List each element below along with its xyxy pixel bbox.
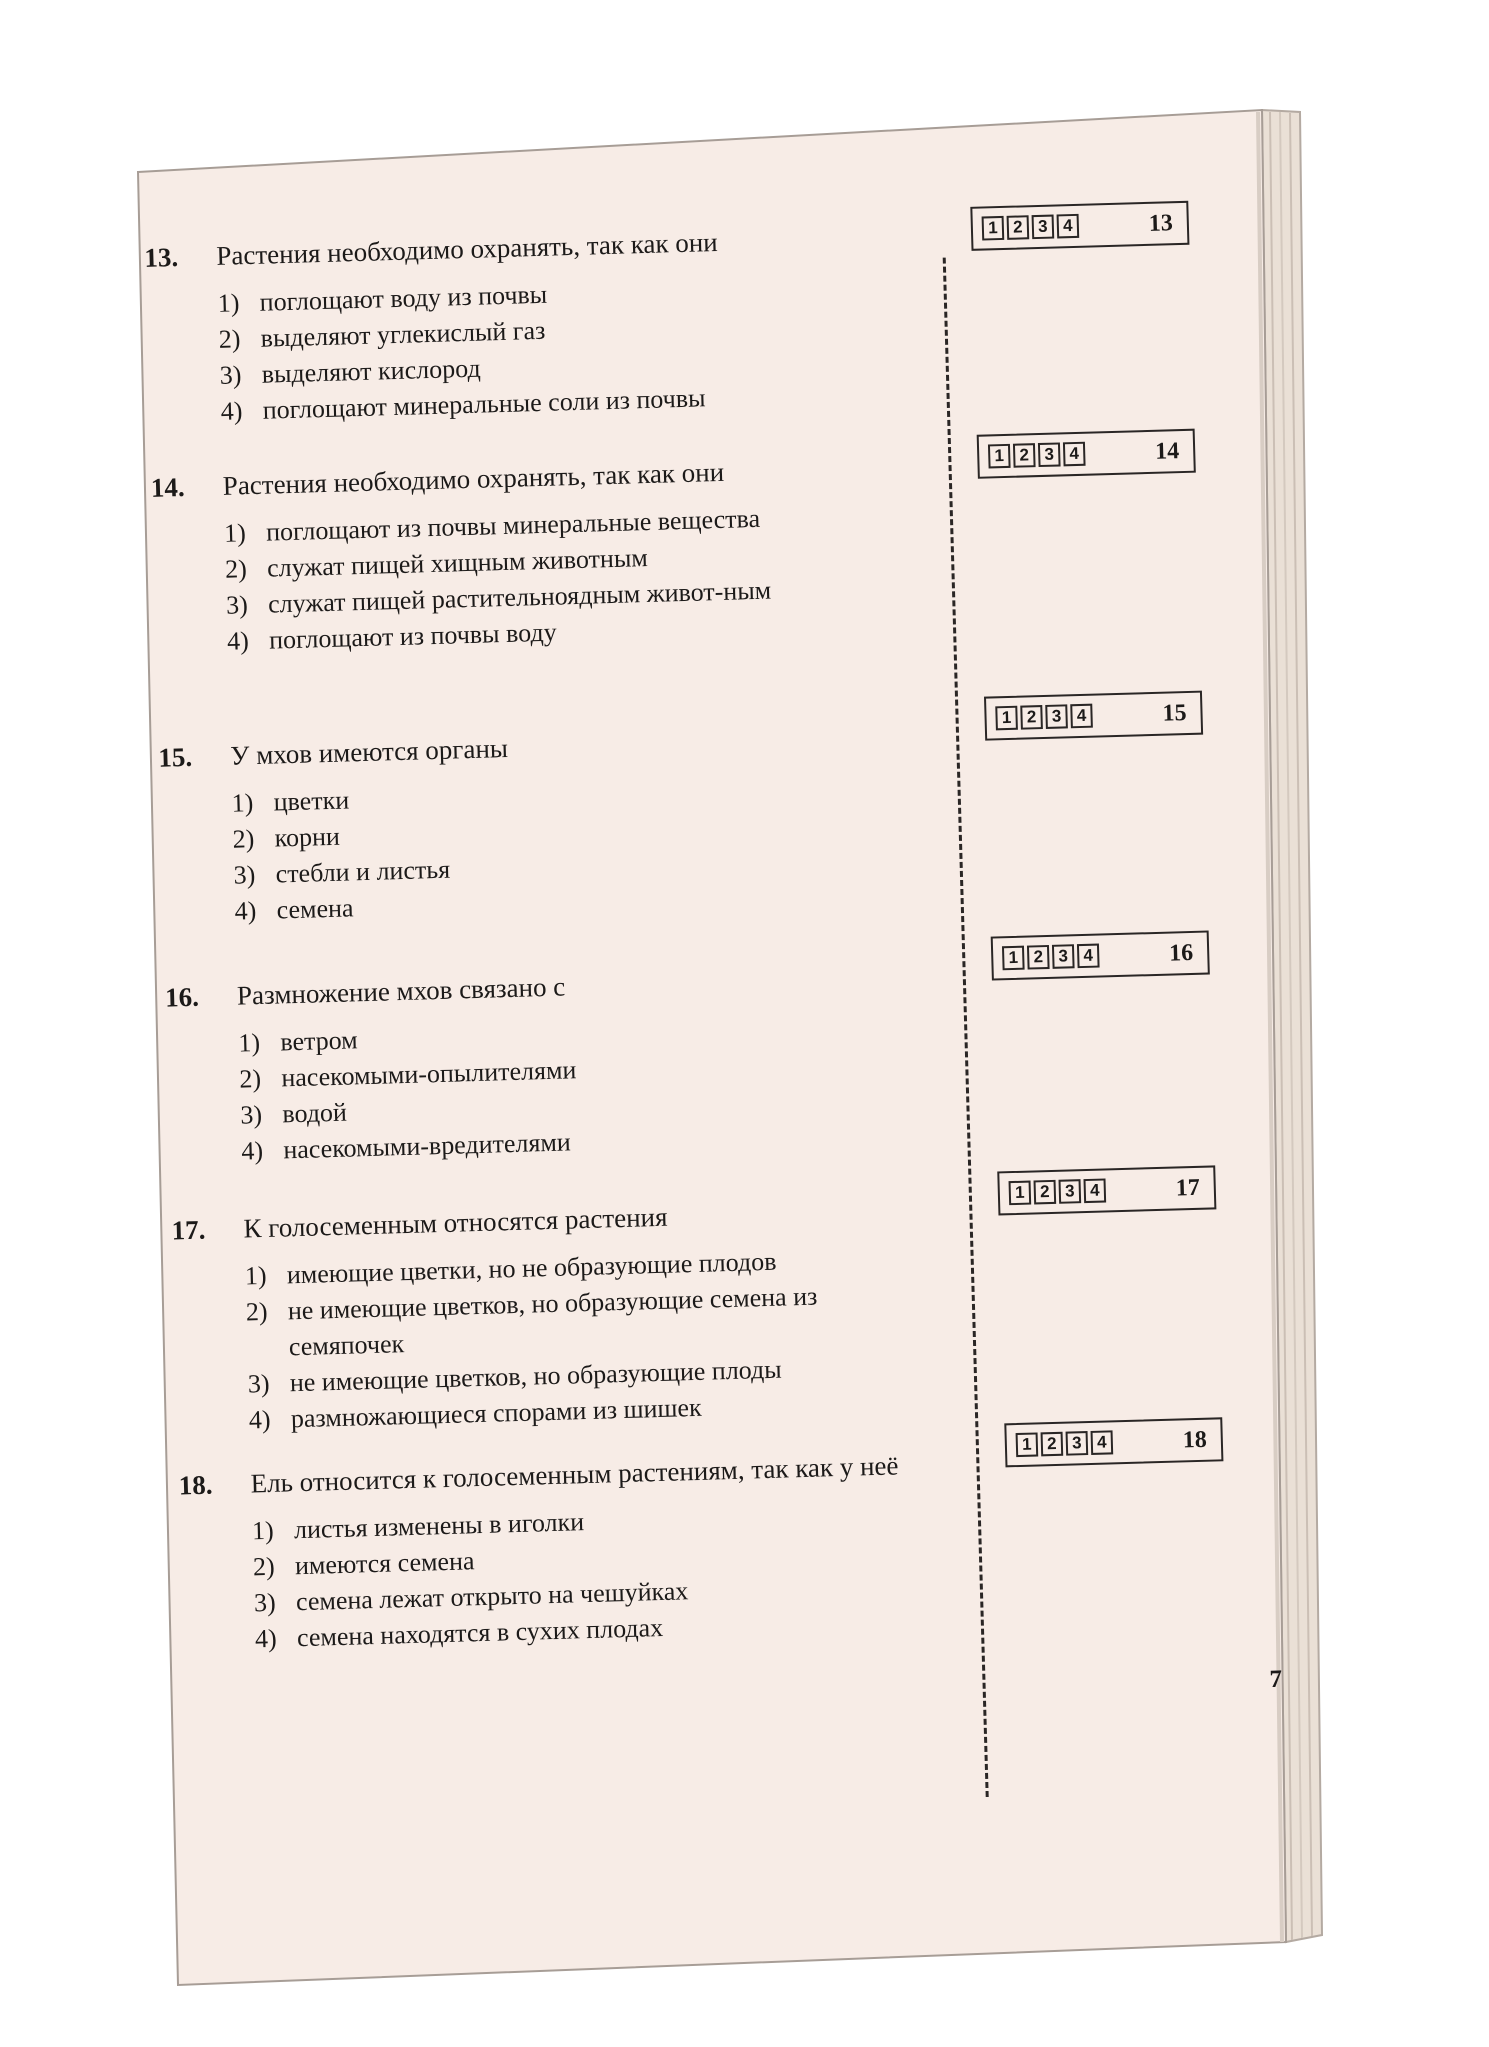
answer-box-number: 17	[1175, 1174, 1201, 1201]
option-number: 1)	[223, 518, 247, 548]
option-text: семена лежат открыто на чешуйках	[295, 1576, 689, 1617]
option-number: 4)	[220, 396, 243, 426]
answer-cells	[1009, 1178, 1110, 1205]
option-number: 4)	[226, 626, 250, 656]
option-number: 4)	[240, 1135, 264, 1166]
answer-cell[interactable]: 3	[1032, 215, 1055, 240]
answer-cell[interactable]: 4	[1070, 704, 1093, 729]
answer-cell[interactable]: 1	[982, 216, 1005, 241]
question-number: 14.	[150, 471, 185, 503]
option-number: 1)	[251, 1515, 275, 1546]
option-number: 2)	[238, 1064, 262, 1094]
answer-box-16[interactable]	[991, 930, 1210, 980]
option-text: водой	[281, 1097, 348, 1129]
option-text: служат пищей хищным животным	[266, 543, 649, 583]
answer-box-number: 14	[1154, 437, 1180, 465]
answer-cell[interactable]: 4	[1063, 442, 1086, 467]
option-text: служат пищей растительноядным живот-ным	[267, 575, 772, 619]
option-number: 2)	[252, 1551, 276, 1582]
option-text: выделяют углекислый газ	[260, 315, 546, 353]
answer-box-13[interactable]	[970, 201, 1189, 251]
answer-cell[interactable]: 1	[1016, 1432, 1039, 1457]
option-text: ветром	[279, 1025, 359, 1057]
options-list	[244, 1239, 937, 1438]
option-text: семена	[276, 893, 354, 925]
option-text: поглощают из почвы минеральные вещества	[265, 503, 761, 547]
answer-cells	[1016, 1430, 1117, 1457]
answer-cells	[1002, 943, 1103, 970]
question-text: Растения необходимо охранять, так как они	[222, 456, 725, 501]
question-header	[178, 1446, 939, 1503]
answer-box-17[interactable]	[997, 1165, 1216, 1215]
option-number: 2)	[245, 1296, 268, 1327]
answer-cells	[982, 214, 1083, 241]
question-16	[165, 958, 930, 1171]
question-13	[144, 219, 909, 432]
page-number: 7	[1269, 1665, 1283, 1694]
answer-cell[interactable]: 2	[1020, 705, 1043, 730]
option-number: 3)	[225, 590, 249, 620]
answer-cell[interactable]: 1	[988, 444, 1011, 469]
option-text: цветки	[273, 785, 350, 817]
option-number: 1)	[217, 288, 240, 318]
option-text: имеющие цветки, но не образующие плодов	[286, 1246, 777, 1290]
option-number: 1)	[244, 1260, 267, 1291]
answer-cell[interactable]: 4	[1083, 1178, 1106, 1203]
answer-box-18[interactable]	[1004, 1417, 1223, 1467]
answer-cells	[995, 704, 1096, 731]
answer-cell[interactable]: 4	[1077, 944, 1100, 969]
answer-box-number: 16	[1168, 939, 1194, 967]
answer-cell[interactable]: 1	[1002, 946, 1025, 971]
options-list	[217, 267, 909, 430]
option-number: 3)	[219, 360, 242, 390]
option-text: выделяют кислород	[261, 353, 481, 389]
options-list	[252, 1494, 944, 1657]
option-number: 4)	[234, 896, 257, 926]
question-number: 13.	[143, 242, 179, 273]
answer-cells	[988, 442, 1089, 469]
option-text: поглощают воду из почвы	[259, 279, 548, 317]
option-number: 1)	[237, 1028, 261, 1058]
question-17	[171, 1191, 937, 1440]
question-header	[165, 958, 926, 1015]
question-text: Растения необходимо охранять, так как они	[215, 226, 719, 271]
question-18	[178, 1446, 943, 1659]
option-number: 3)	[233, 860, 256, 890]
answer-box-14[interactable]	[977, 429, 1196, 479]
option-number: 3)	[247, 1368, 270, 1399]
question-number: 18.	[178, 1469, 213, 1501]
question-text: У мхов имеются органы	[229, 732, 509, 771]
options-list	[231, 767, 923, 930]
question-number: 15.	[157, 741, 193, 773]
answer-cell[interactable]: 3	[1052, 944, 1075, 969]
question-15	[158, 719, 923, 932]
question-number: 16.	[164, 981, 200, 1013]
question-header	[150, 449, 911, 506]
option-text: не имеющие цветков, но образующие плоды	[289, 1354, 783, 1398]
answer-cell[interactable]: 3	[1059, 1179, 1082, 1204]
question-text: Размножение мхов связано с	[236, 971, 566, 1011]
answer-cell[interactable]: 1	[995, 706, 1018, 731]
book-page	[140, 68, 1343, 1999]
option-number: 3)	[253, 1587, 277, 1618]
answer-cell[interactable]: 2	[1034, 1180, 1057, 1205]
option-text: не имеющие цветков, но образующие семена из семяпочек	[287, 1281, 818, 1362]
answer-box-number: 18	[1182, 1426, 1208, 1453]
options-list	[238, 1006, 930, 1169]
question-text: Ель относится к голосеменным растениям, так как у неё	[250, 1450, 899, 1499]
option-number: 2)	[224, 554, 248, 584]
answer-cell[interactable]: 3	[1066, 1431, 1089, 1456]
option-number: 2)	[232, 824, 255, 854]
answer-cell[interactable]: 4	[1057, 214, 1080, 239]
option-number: 4)	[248, 1404, 271, 1435]
question-header	[158, 719, 919, 776]
option-number: 3)	[239, 1099, 263, 1130]
option-text: имеются семена	[294, 1546, 475, 1581]
option-text: корни	[274, 821, 341, 853]
answer-cell[interactable]: 2	[1041, 1432, 1064, 1457]
option-text: насекомыми-вредителями	[282, 1127, 572, 1165]
option-text: листья изменены в иголки	[293, 1507, 585, 1545]
answer-cell[interactable]: 1	[1009, 1181, 1032, 1206]
answer-cell[interactable]: 3	[1038, 442, 1061, 467]
answer-cell[interactable]: 2	[1027, 945, 1050, 970]
option-text: поглощают минеральные соли из почвы	[262, 383, 706, 425]
option-text: поглощают из почвы воду	[268, 617, 557, 655]
question-header	[171, 1191, 932, 1248]
question-header	[144, 219, 905, 276]
answer-box-15[interactable]	[984, 691, 1203, 741]
question-14	[150, 449, 915, 662]
answer-box-number: 15	[1162, 699, 1187, 727]
answer-cell[interactable]: 2	[1013, 443, 1036, 468]
option-number: 4)	[254, 1623, 278, 1654]
option-text: насекомыми-опылителями	[280, 1055, 577, 1093]
answer-cell[interactable]: 2	[1007, 215, 1030, 240]
options-list	[224, 497, 916, 660]
option-text: стебли и листья	[275, 854, 451, 889]
question-number: 17.	[171, 1214, 206, 1246]
answer-cell[interactable]: 3	[1045, 704, 1068, 729]
answer-box-number: 13	[1148, 209, 1174, 237]
answer-cell[interactable]: 4	[1091, 1430, 1114, 1455]
option-number: 1)	[231, 788, 254, 818]
dashed-cut-line	[943, 258, 989, 1797]
option-number: 2)	[218, 324, 241, 354]
option-text: размножающиеся спорами из шишек	[290, 1392, 703, 1434]
question-text: К голосеменным относятся растения	[243, 1201, 668, 1244]
option-text: семена находятся в сухих плодах	[296, 1612, 664, 1653]
